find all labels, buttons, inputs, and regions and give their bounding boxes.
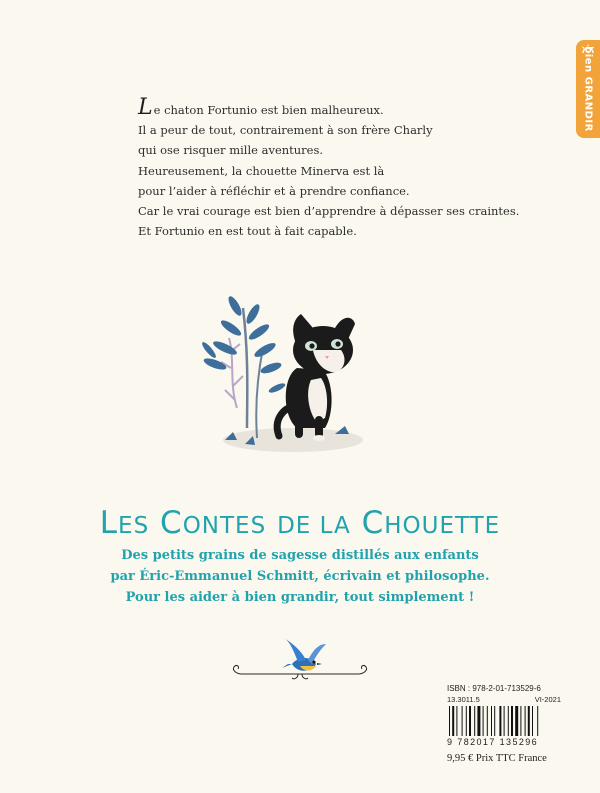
brand-label: bien GRANDIR — [582, 46, 594, 132]
ornament-flourish — [228, 634, 372, 694]
blurb-line: Il a peur de tout, contrairement à son frère Charly — [138, 123, 433, 138]
blurb-line: qui ose risquer mille aventures. — [138, 143, 324, 158]
code-row: 13.3011.5 VI-2021 — [447, 695, 561, 704]
series-title: LES CONTES DE LA CHOUETTE — [99, 505, 501, 541]
tagline-line: par Éric-Emmanuel Schmitt, écrivain et philosophe. — [110, 569, 490, 584]
blurb-line: Le chaton Fortunio est bien malheureux. — [138, 95, 384, 120]
blurb-line: Heureusement, la chouette Minerva est là — [138, 163, 385, 178]
bird-icon — [282, 638, 326, 671]
blurb-line: pour l’aider à réfléchir et à prendre confiance. — [138, 183, 410, 198]
back-cover-blurb — [138, 95, 538, 241]
brand-tab — [576, 40, 600, 138]
isbn-row: ISBN : 978-2-01-713529-6 — [447, 684, 541, 693]
tagline-line: Pour les aider à bien grandir, tout simplement ! — [125, 590, 475, 605]
series-tagline — [0, 545, 600, 608]
black-cat-illustration — [185, 288, 415, 468]
drop-cap: L — [138, 95, 153, 120]
blurb-line: Et Fortunio en est tout à fait capable. — [138, 224, 357, 239]
blurb-line: Car le vrai courage est bien d’apprendre à dépasser ses craintes. — [138, 204, 520, 219]
tagline-line: Des petits grains de sagesse distillés aux enfants — [121, 548, 479, 563]
price: 9,95 € Prix TTC France — [447, 753, 547, 764]
barcode-block — [447, 684, 567, 776]
barcode-icon — [447, 706, 561, 736]
ean-digits: 9 782017 135296 — [447, 737, 539, 747]
